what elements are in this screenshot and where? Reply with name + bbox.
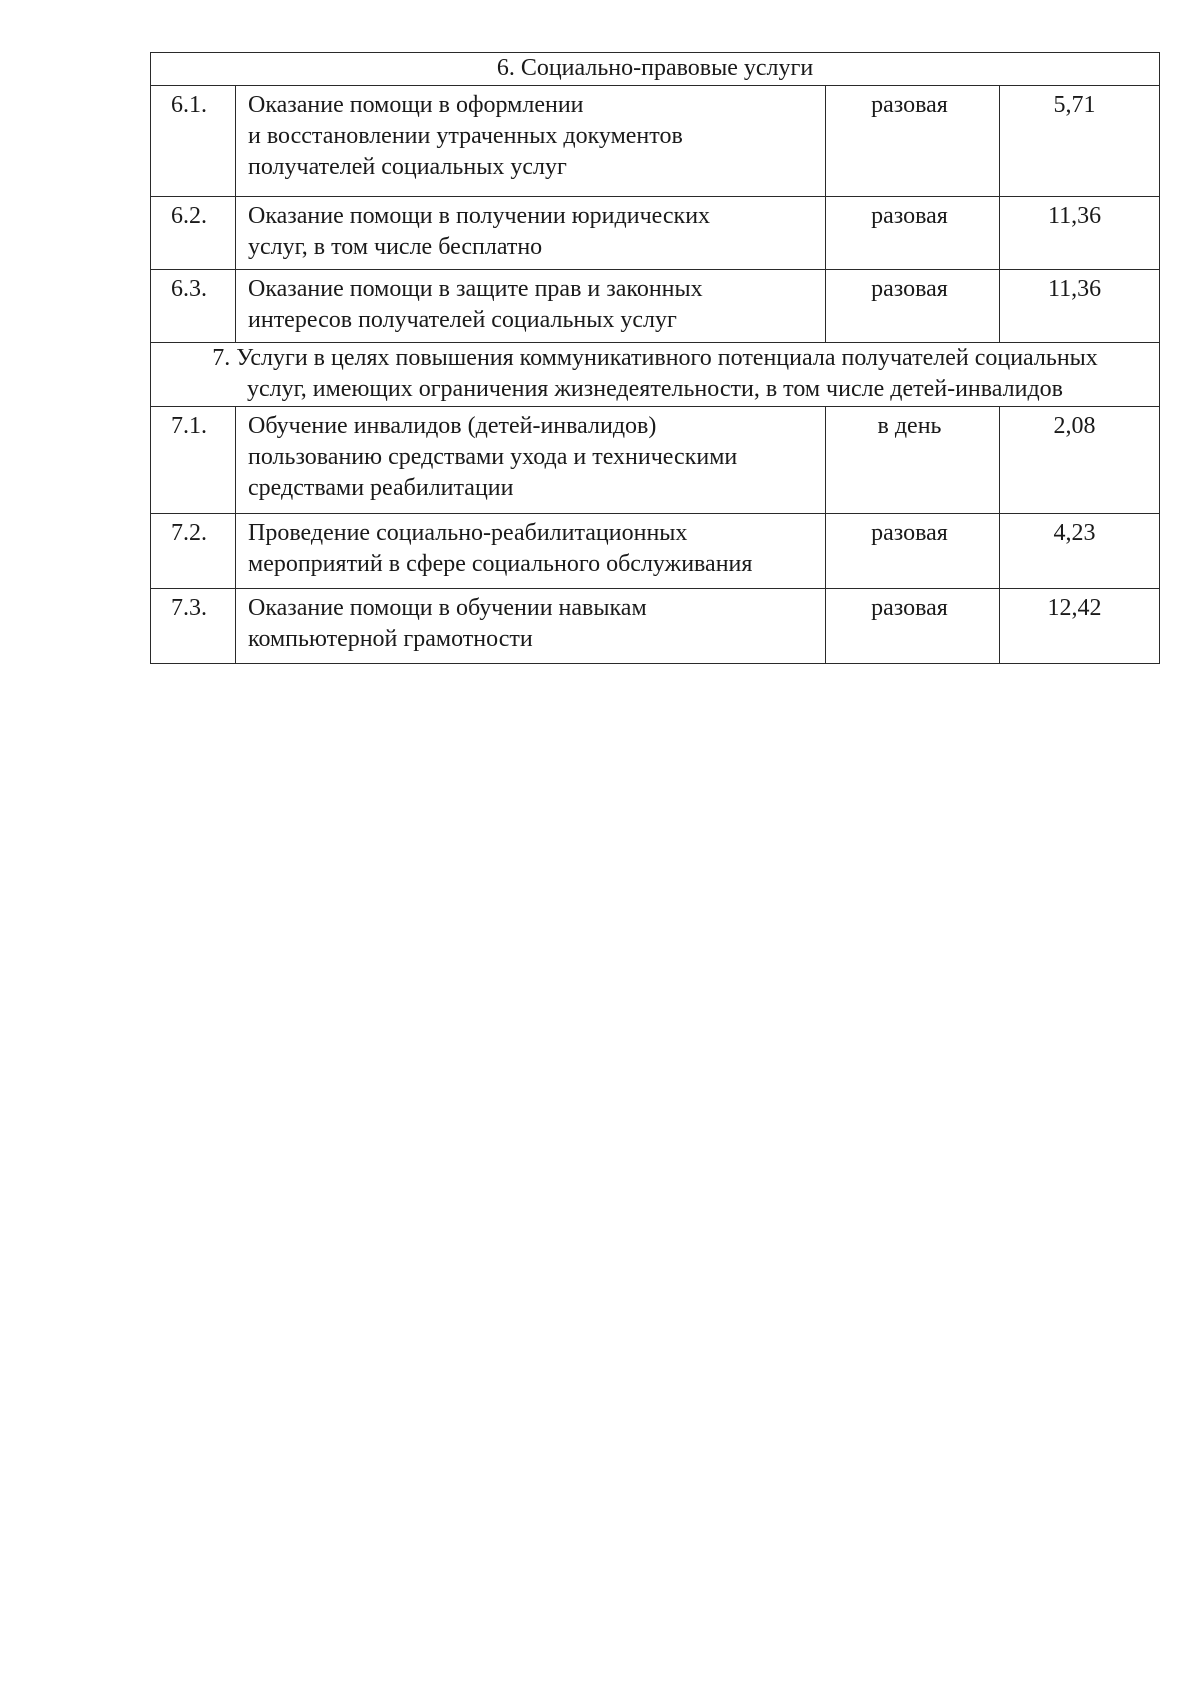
table-row (151, 86, 1160, 197)
service-name (236, 86, 826, 197)
table-row (151, 589, 1160, 664)
service-name (236, 514, 826, 589)
table-row (151, 407, 1160, 514)
row-number: 7.2. (151, 514, 236, 589)
service-period: в день (826, 407, 1000, 514)
service-price: 5,71 (1000, 86, 1160, 197)
section-title-line: услуг, имеющих ограничения жизнедеятельности, в том числе детей-инвалидов (247, 376, 1064, 402)
table-row (151, 514, 1160, 589)
service-period: разовая (826, 514, 1000, 589)
service-price: 4,23 (1000, 514, 1160, 589)
service-name-line: Обучение инвалидов (детей-инвалидов) (248, 413, 657, 439)
service-name-line: Оказание помощи в защите прав и законных (248, 276, 703, 302)
table-row (151, 270, 1160, 343)
service-name-line: средствами реабилитации (248, 475, 514, 501)
service-name-line: Оказание помощи в оформлении (248, 92, 584, 118)
service-name-line: пользованию средствами ухода и техническими (248, 444, 738, 470)
service-name-line: компьютерной грамотности (248, 626, 533, 652)
service-price: 11,36 (1000, 270, 1160, 343)
row-number: 6.1. (151, 86, 236, 197)
row-number: 6.2. (151, 197, 236, 270)
service-name-line: Оказание помощи в получении юридических (248, 203, 711, 229)
service-name-line: мероприятий в сфере социального обслуживания (248, 551, 753, 577)
service-period: разовая (826, 86, 1000, 197)
row-number: 7.3. (151, 589, 236, 664)
service-price: 12,42 (1000, 589, 1160, 664)
service-price: 11,36 (1000, 197, 1160, 270)
service-period: разовая (826, 197, 1000, 270)
service-name (236, 197, 826, 270)
service-name-line: Оказание помощи в обучении навыкам (248, 595, 647, 621)
section-title: 6. Социально-правовые услуги (151, 53, 1160, 86)
service-period: разовая (826, 270, 1000, 343)
row-number: 6.3. (151, 270, 236, 343)
service-name-line: интересов получателей социальных услуг (248, 307, 677, 333)
section-header-row (151, 53, 1160, 86)
service-name (236, 270, 826, 343)
service-name-line: Проведение социально-реабилитационных (248, 520, 688, 546)
service-name-line: получателей социальных услуг (248, 154, 567, 180)
service-period: разовая (826, 589, 1000, 664)
service-name-line: и восстановлении утраченных документов (248, 123, 683, 149)
service-name-line: услуг, в том числе бесплатно (248, 234, 543, 260)
service-name (236, 589, 826, 664)
services-table (150, 52, 1160, 664)
section-header-row (151, 343, 1160, 407)
section-title (151, 343, 1160, 407)
row-number: 7.1. (151, 407, 236, 514)
table-row (151, 197, 1160, 270)
section-title-line: 7. Услуги в целях повышения коммуникативного потенциала получателей социальных (212, 345, 1098, 371)
service-name (236, 407, 826, 514)
service-price: 2,08 (1000, 407, 1160, 514)
